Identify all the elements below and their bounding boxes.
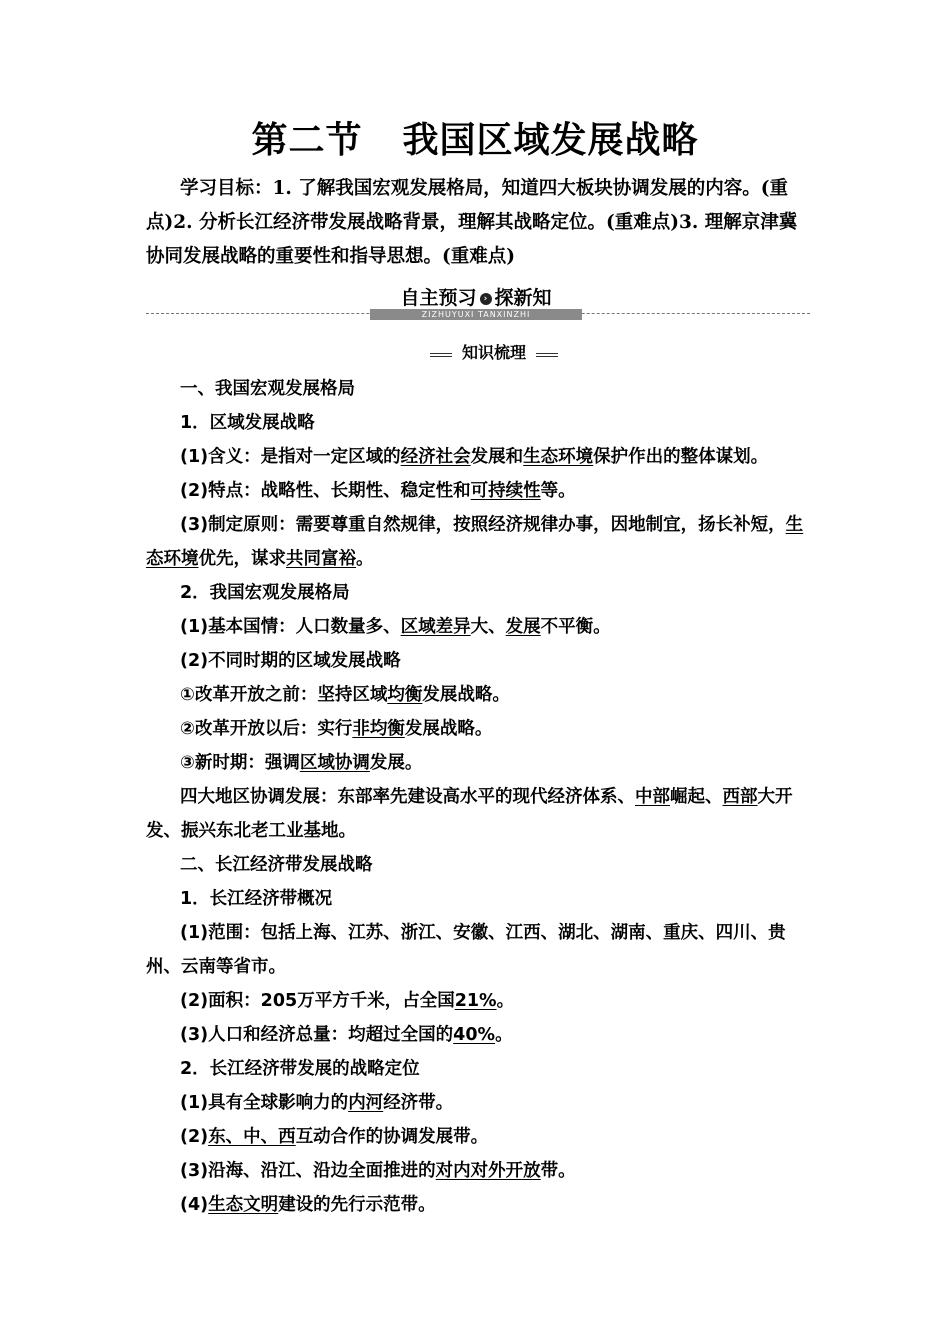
paragraph: ①改革开放之前：坚持区域均衡发展战略。 xyxy=(180,685,510,705)
blank-answer: 非均衡 xyxy=(352,719,405,739)
section-tag-label: 知识梳理 xyxy=(452,342,536,364)
banner-left-text: 自主预习 xyxy=(400,287,477,309)
paragraph: (1)含义：是指对一定区域的经济社会发展和生态环境保护作出的整体谋划。 xyxy=(180,447,769,467)
subheading-1-2: 2．我国宏观发展格局 xyxy=(180,583,350,603)
blank-answer: 共同富裕 xyxy=(286,549,356,569)
banner-right-text: 探新知 xyxy=(494,287,552,309)
banner-pinyin: ZIZHUYUXI TANXINZHI xyxy=(370,309,582,320)
section-number: 第二节 xyxy=(251,120,363,161)
heading-1: 一、我国宏观发展格局 xyxy=(180,379,355,399)
preview-banner xyxy=(146,283,810,327)
subheading-2-2: 2．长江经济带发展的战略定位 xyxy=(180,1059,420,1079)
blank-answer: 40% xyxy=(453,1025,496,1045)
blank-answer: 中部 xyxy=(635,787,670,807)
paragraph: ③新时期：强调区域协调发展。 xyxy=(180,753,423,773)
learning-goals: 学习目标：1. 了解我国宏观发展格局，知道四大板块协调发展的内容。(重点)2. 分析长江经济带发展战略背景，理解其战略定位。(重难点)3. 理解京津冀协同发展战略的重要性和指导思想。(重难点) xyxy=(146,178,798,267)
paragraph: (1)范围：包括上海、江苏、浙江、安徽、江西、湖北、湖南、重庆、四川、贵州、云南等省市。 xyxy=(146,923,786,977)
blank-answer: 可持续性 xyxy=(470,481,541,501)
paragraph: (1)基本国情：人口数量多、区域差异大、发展不平衡。 xyxy=(180,617,611,637)
paragraph: (2)不同时期的区域发展战略 xyxy=(180,651,401,671)
blank-answer: 生态环境 xyxy=(146,515,804,569)
knowledge-content xyxy=(146,372,810,1222)
paragraph: 四大地区协调发展：东部率先建设高水平的现代经济体系、中部崛起、西部大开发、振兴东北老工业基地。 xyxy=(146,787,793,841)
paragraph: (3)人口和经济总量：均超过全国的40%。 xyxy=(180,1025,513,1045)
section-tag xyxy=(430,342,558,364)
subheading-2-1: 1．长江经济带概况 xyxy=(180,889,333,909)
banner-title xyxy=(386,283,566,310)
blank-answer: 内河 xyxy=(348,1093,384,1113)
paragraph: (2)面积：205万平方千米，占全国21%。 xyxy=(180,991,515,1011)
paragraph: (4)生态文明建设的先行示范带。 xyxy=(180,1195,436,1215)
subheading-1-1: 1．区域发展战略 xyxy=(180,413,315,433)
blank-answer: 区域协调 xyxy=(299,753,370,773)
blank-answer: 对内对外开放 xyxy=(435,1161,541,1181)
paragraph: (3)沿海、沿江、沿边全面推进的对内对外开放带。 xyxy=(180,1161,576,1181)
paragraph: (2)特点：战略性、长期性、稳定性和可持续性等。 xyxy=(180,481,576,501)
paragraph: (1)具有全球影响力的内河经济带。 xyxy=(180,1093,454,1113)
blank-answer: 经济社会 xyxy=(400,447,471,467)
blank-answer: 21% xyxy=(454,991,497,1011)
paragraph: (3)制定原则：需要尊重自然规律，按照经济规律办事，因地制宜，扬长补短，生态环境优先，谋求共同富裕。 xyxy=(146,515,804,569)
arrow-icon: › xyxy=(480,293,492,305)
paragraph: ②改革开放以后：实行非均衡发展战略。 xyxy=(180,719,493,739)
blank-answer: 发展 xyxy=(505,617,541,637)
heading-2: 二、长江经济带发展战略 xyxy=(180,855,373,875)
blank-answer: 生态环境 xyxy=(523,447,594,467)
blank-answer: 区域差异 xyxy=(400,617,471,637)
page-title xyxy=(0,112,950,163)
blank-answer: 西部 xyxy=(722,787,758,807)
blank-answer: 均衡 xyxy=(387,685,423,705)
section-title: 我国区域发展战略 xyxy=(402,120,699,161)
blank-answer: 东、中、西 xyxy=(208,1127,296,1147)
blank-answer: 生态文明 xyxy=(208,1195,279,1215)
paragraph: (2)东、中、西互动合作的协调发展带。 xyxy=(180,1127,489,1147)
